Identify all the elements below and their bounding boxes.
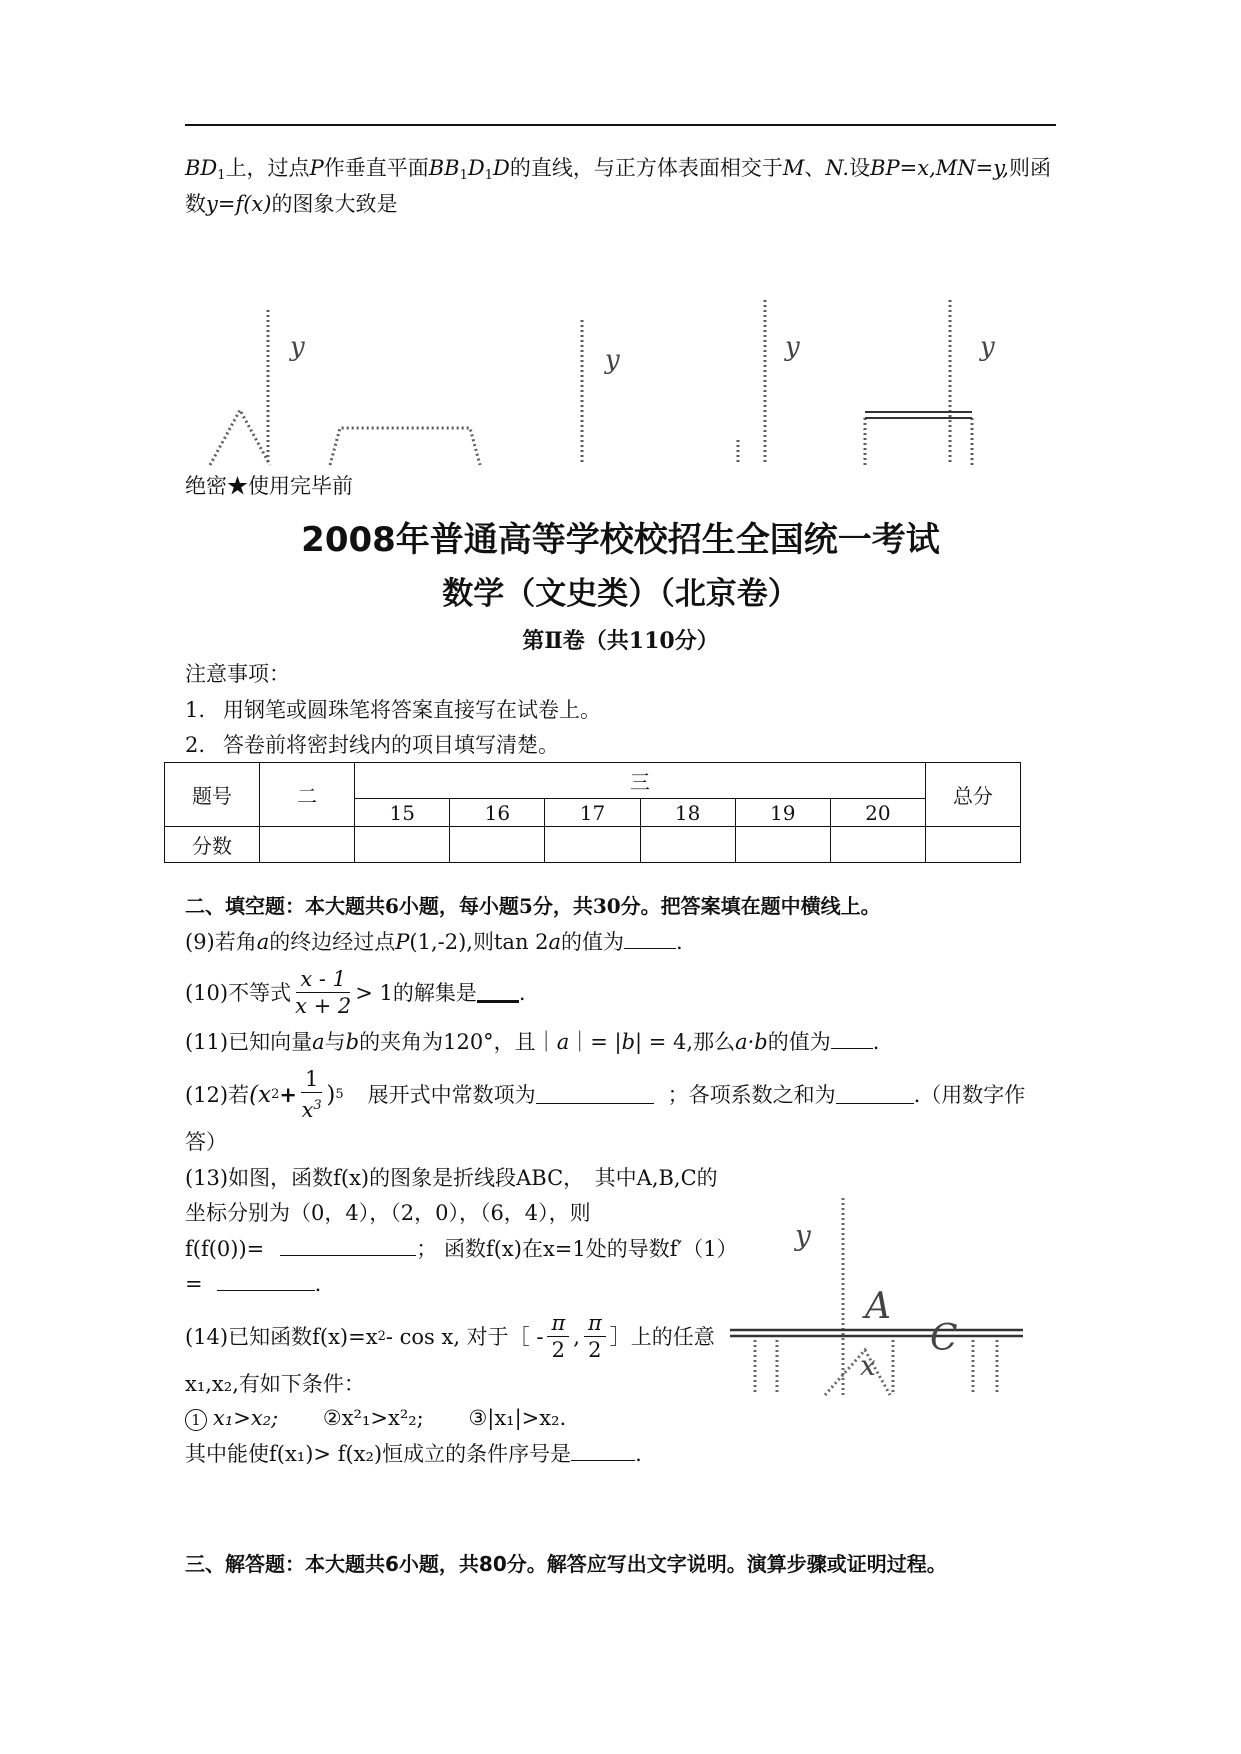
notes-item-text: 用钢笔或圆珠笔将答案直接写在试卷上。: [223, 698, 601, 722]
score-cell-q16[interactable]: [450, 827, 545, 863]
score-table: [164, 762, 1021, 863]
q8-text: 、: [804, 156, 826, 180]
q8-line1: [185, 156, 1051, 188]
q12-den-var: x: [301, 1098, 314, 1122]
q12-text: ；各项系数之和为: [667, 1082, 836, 1107]
notes-heading: 注意事项：: [185, 662, 290, 686]
q11-text: ｜= |: [569, 1030, 622, 1054]
q8-text: 的图象大致是: [271, 192, 398, 216]
q14-cond3: ③|x₁|>x₂.: [468, 1406, 567, 1430]
q10-text: > 1: [355, 980, 393, 1005]
q13-ff0-blank[interactable]: [280, 1237, 416, 1256]
svg-text:C: C: [930, 1318, 958, 1359]
q11-var: a·b: [735, 1030, 768, 1054]
q8-text: 则函: [1008, 156, 1051, 180]
q10-text: (10)不等式: [185, 980, 292, 1005]
score-cell-q15[interactable]: [355, 827, 450, 863]
q8-sub: 1: [484, 168, 493, 183]
svg-text:y: y: [785, 332, 800, 362]
q14-line2: x₁,x₂,有如下条件：: [185, 1372, 365, 1396]
notes-item-2: [185, 733, 559, 757]
score-cell-q18[interactable]: [640, 827, 735, 863]
q13-line2: 坐标分别为（0，4），（2，0），（6，4），则: [185, 1201, 591, 1225]
row-header-question-number: 题号: [165, 763, 260, 827]
q8-var: D: [492, 156, 510, 180]
q14-conditions: [185, 1406, 566, 1431]
q12-plus: +: [279, 1081, 297, 1107]
q8-sub: 1: [459, 168, 468, 183]
q14-text: (14)已知函数f(x)=x: [185, 1324, 378, 1349]
q14-fraction-neg: [547, 1310, 569, 1363]
q8-text: 作垂直平面: [323, 156, 429, 180]
q12-constant-term-blank[interactable]: [536, 1085, 654, 1104]
q11-var: a: [556, 1030, 570, 1054]
q12-text: .（用数字作: [913, 1082, 1026, 1107]
notes-item-number: 2.: [185, 733, 206, 757]
score-cell-q20[interactable]: [830, 827, 925, 863]
row-header-score: 分数: [165, 827, 260, 863]
q14-two: 2: [551, 1338, 566, 1362]
q13-line3: [185, 1237, 738, 1261]
q12-exponent: 2: [271, 1086, 280, 1102]
question-9: [185, 930, 683, 954]
q9-var: P: [395, 930, 410, 954]
q8-text: 数: [185, 192, 206, 216]
q8-option-graph-c: [720, 290, 840, 470]
q8-var: M: [782, 156, 805, 180]
exam-subject: 数学（文史类）（北京卷）: [442, 576, 799, 612]
q13-text: f(f(0))=: [185, 1237, 265, 1261]
question-10: [185, 966, 526, 1019]
svg-text:y: y: [980, 332, 995, 362]
q14-text: - cos x, 对于［ -: [385, 1324, 544, 1349]
q10-fraction: [295, 966, 351, 1019]
col-section-two: 二: [260, 763, 355, 827]
graph-d-icon: [850, 290, 1030, 470]
col-q15: 15: [355, 799, 450, 827]
notes-item-text: 答卷前将密封线内的项目填写清楚。: [223, 733, 559, 757]
exam-volume: 第Ⅱ卷（共110分）: [522, 628, 719, 654]
score-cell-q17[interactable]: [545, 827, 640, 863]
q13-text: .: [314, 1272, 322, 1296]
q8-sub: 1: [217, 168, 226, 183]
q9-var: a: [548, 930, 562, 954]
q11-text: | = 4,那么: [635, 1030, 736, 1054]
circled-one-icon: 1: [185, 1409, 207, 1431]
q14-line4: [185, 1442, 642, 1466]
score-cell-total[interactable]: [925, 827, 1020, 863]
q14-cond1: x₁>x₂;: [213, 1406, 279, 1430]
svg-text:y: y: [605, 345, 620, 375]
q13-line4: [185, 1272, 321, 1296]
q9-text: (1,-2),: [409, 930, 473, 954]
q14-fraction-pos: [584, 1310, 606, 1363]
q9-var: a: [256, 930, 270, 954]
q13-text: ； 函数f(x)在x=1处的导数f′（1）: [416, 1237, 738, 1261]
q12-den-exp: 3: [313, 1098, 322, 1113]
q8-var: y=f(x): [206, 192, 272, 216]
q8-var: P: [309, 156, 324, 180]
q9-answer-blank[interactable]: [624, 930, 676, 949]
graph-c-icon: [720, 290, 840, 470]
q8-text: 的直线，与正方体表面相交于: [509, 156, 783, 180]
q11-var: b: [345, 1030, 360, 1054]
q14-two: 2: [588, 1338, 602, 1362]
graph-a-icon: [200, 300, 500, 470]
q14-comma: ,: [573, 1324, 580, 1349]
q12-expr: ): [326, 1081, 336, 1108]
col-section-three: 三: [355, 763, 926, 799]
svg-text:y: y: [795, 1219, 811, 1252]
q9-text: .: [676, 930, 683, 954]
q14-text: ］上的任意: [609, 1324, 715, 1349]
q12-denominator: [302, 1093, 322, 1123]
q12-power: 5: [335, 1086, 344, 1102]
q10-denominator: x + 2: [295, 994, 352, 1018]
q13-figure: [725, 1190, 1025, 1400]
q9-text: 则tan 2: [472, 930, 549, 954]
top-rule: [185, 124, 1056, 126]
q11-text: .: [872, 1030, 880, 1054]
q12-expr: (x: [249, 1081, 272, 1108]
question-11: [185, 1030, 879, 1054]
q8-option-graph-b: [560, 300, 680, 470]
q8-text: 设: [849, 156, 871, 180]
section3-heading: 三、解答题：本大题共6小题，共80分。解答应写出文字说明。演算步骤或证明过程。: [185, 1552, 947, 1576]
score-cell-q19[interactable]: [735, 827, 830, 863]
question-12: [185, 1066, 1025, 1123]
q11-var: a: [312, 1030, 325, 1054]
notes-item-1: [185, 698, 601, 722]
q11-text: 与: [324, 1030, 346, 1054]
q12-coef-sum-blank[interactable]: [836, 1085, 914, 1104]
q12-line2: 答）: [185, 1130, 227, 1154]
q14-pi: π: [547, 1310, 569, 1337]
q8-var: BD: [185, 156, 218, 180]
q14-pi: π: [584, 1310, 606, 1337]
q9-text: 的终边经过点: [269, 930, 396, 954]
q8-var: N.: [825, 156, 850, 180]
q9-text: (9)若角: [185, 930, 257, 954]
q12-fraction: [301, 1066, 322, 1123]
q13-text: =: [185, 1272, 203, 1296]
q10-text: 的解集是: [392, 980, 477, 1005]
q13-line1: (13)如图，函数f(x)的图象是折线段ABC， 其中A,B,C的: [185, 1166, 718, 1190]
q14-answer-blank[interactable]: [571, 1442, 635, 1461]
svg-text:x: x: [860, 1349, 876, 1382]
exam-title: 2008年普通高等学校校招生全国统一考试: [301, 520, 940, 560]
q10-answer-blank[interactable]: [477, 982, 519, 1003]
q14-sup: 2: [377, 1328, 386, 1344]
q10-numerator: x - 1: [296, 966, 350, 993]
q14-line1: [185, 1310, 715, 1363]
q12-text: 展开式中常数项为: [367, 1082, 536, 1107]
q11-answer-blank[interactable]: [831, 1030, 873, 1049]
q11-text: 的夹角为120°，且｜: [359, 1030, 557, 1054]
svg-text:y: y: [290, 332, 305, 362]
q8-text: 上，过点: [225, 156, 310, 180]
q14-text: 其中能使f(x₁)> f(x₂)恒成立的条件序号是: [185, 1442, 572, 1466]
q13-graph-icon: [725, 1190, 1025, 1400]
score-cell-two[interactable]: [260, 827, 355, 863]
graph-b-icon: [560, 300, 680, 470]
q13-derivative-blank[interactable]: [217, 1272, 315, 1291]
q8-line2: [185, 192, 397, 216]
q11-text: (11)已知向量: [185, 1030, 313, 1054]
q8-option-graph-d: [850, 290, 1030, 470]
q14-text: .: [635, 1442, 642, 1466]
notes-item-number: 1.: [185, 698, 206, 722]
col-q16: 16: [450, 799, 545, 827]
q10-text: .: [518, 980, 526, 1005]
col-q17: 17: [545, 799, 640, 827]
q11-var: b: [621, 1030, 636, 1054]
svg-text:A: A: [865, 1286, 891, 1327]
q9-text: 的值为: [561, 930, 625, 954]
col-q20: 20: [830, 799, 925, 827]
col-total: 总分: [925, 763, 1020, 827]
col-q18: 18: [640, 799, 735, 827]
q8-var: D: [467, 156, 485, 180]
q8-option-graph-a: [200, 300, 500, 470]
col-q19: 19: [735, 799, 830, 827]
q12-numerator: 1: [301, 1066, 322, 1093]
confidential-label: 绝密★使用完毕前: [185, 474, 353, 498]
q12-text: (12)若: [185, 1082, 250, 1107]
q14-cond2: ②x²₁>x²₂;: [322, 1406, 424, 1430]
q11-text: 的值为: [767, 1030, 831, 1054]
section2-heading: 二、填空题：本大题共6小题，每小题5分，共30分。把答案填在题中横线上。: [185, 894, 881, 918]
q8-var: BP=x,MN=y,: [870, 156, 1009, 180]
q8-var: BB: [428, 156, 460, 180]
